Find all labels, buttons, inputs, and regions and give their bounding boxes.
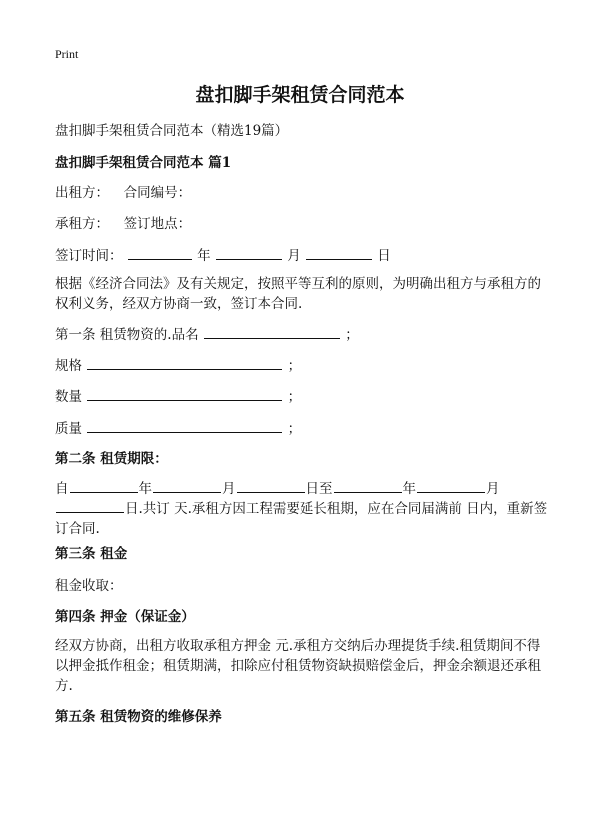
month-blank[interactable] [216, 247, 282, 260]
page-title: 盘扣脚手架租赁合同范本 [195, 84, 405, 106]
item-name-blank[interactable] [204, 326, 340, 339]
lessor-row [55, 185, 191, 201]
basis-paragraph: 根据《经济合同法》及有关规定，按照平等互利的原则，为明确出租方与承租方的权利义务，经双方协商一致，签订本合同. [55, 276, 541, 312]
term-day-to: 日至 [305, 481, 333, 497]
month-label: 月 [287, 248, 301, 264]
term-month: 月 [222, 481, 236, 497]
lessee-row [55, 216, 191, 232]
term-paragraph [55, 479, 550, 539]
term-tail: 日.共订 天.承租方因工程需要延长租期，应在合同届满前 日内，重新签订合同. [55, 501, 548, 537]
quality-row [55, 420, 301, 437]
start-month-blank[interactable] [153, 480, 221, 493]
article1-row [55, 326, 359, 343]
spec-label: 规格 [55, 358, 82, 374]
term-month2: 月 [486, 481, 500, 497]
end-day-blank[interactable] [56, 500, 124, 513]
contract-no-label: 合同编号： [123, 185, 192, 201]
print-label: Print [55, 47, 79, 61]
spec-blank[interactable] [87, 357, 282, 370]
article1-label: 第一条 租赁物资的.品名 [55, 327, 199, 343]
deposit-paragraph: 经双方协商，出租方收取承租方押金 元.承租方交纳后办理提货手续.租赁期间不得以押金抵作租金；租赁期满，扣除应付租赁物资缺损赔偿金后，押金余额退还承租方. [55, 638, 541, 694]
section-heading: 盘扣脚手架租赁合同范本 篇1 [55, 155, 232, 171]
article5-heading: 第五条 租赁物资的维修保养 [55, 709, 222, 725]
quality-end: ； [287, 421, 302, 437]
article1-end: ； [345, 327, 359, 343]
start-day-blank[interactable] [237, 480, 305, 493]
term-year2: 年 [402, 481, 416, 497]
year-blank[interactable] [128, 247, 192, 260]
rent-collect-label: 租金收取： [55, 578, 123, 594]
sign-place-label: 签订地点： [123, 216, 192, 232]
day-blank[interactable] [306, 247, 372, 260]
sign-time-row [55, 247, 391, 264]
term-from: 自 [55, 481, 69, 497]
article4-heading: 第四条 押金（保证金） [55, 609, 195, 625]
lessee-label: 承租方： [55, 216, 109, 232]
article2-heading: 第二条 租赁期限： [55, 451, 168, 467]
subtitle: 盘扣脚手架租赁合同范本（精选19篇） [55, 123, 289, 139]
spec-end: ； [287, 358, 302, 374]
article3-heading: 第三条 租金 [55, 546, 128, 562]
day-label: 日 [377, 248, 391, 264]
sign-time-label: 签订时间： [55, 248, 123, 264]
start-year-blank[interactable] [70, 480, 138, 493]
term-year: 年 [138, 481, 152, 497]
lessor-label: 出租方： [55, 185, 109, 201]
end-month-blank[interactable] [417, 480, 485, 493]
quantity-blank[interactable] [87, 388, 282, 401]
quality-label: 质量 [55, 421, 82, 437]
year-label: 年 [197, 248, 211, 264]
quantity-label: 数量 [55, 389, 82, 405]
quality-blank[interactable] [87, 420, 282, 433]
end-year-blank[interactable] [334, 480, 402, 493]
spec-row [55, 357, 301, 374]
quantity-end: ； [287, 389, 302, 405]
quantity-row [55, 388, 301, 405]
